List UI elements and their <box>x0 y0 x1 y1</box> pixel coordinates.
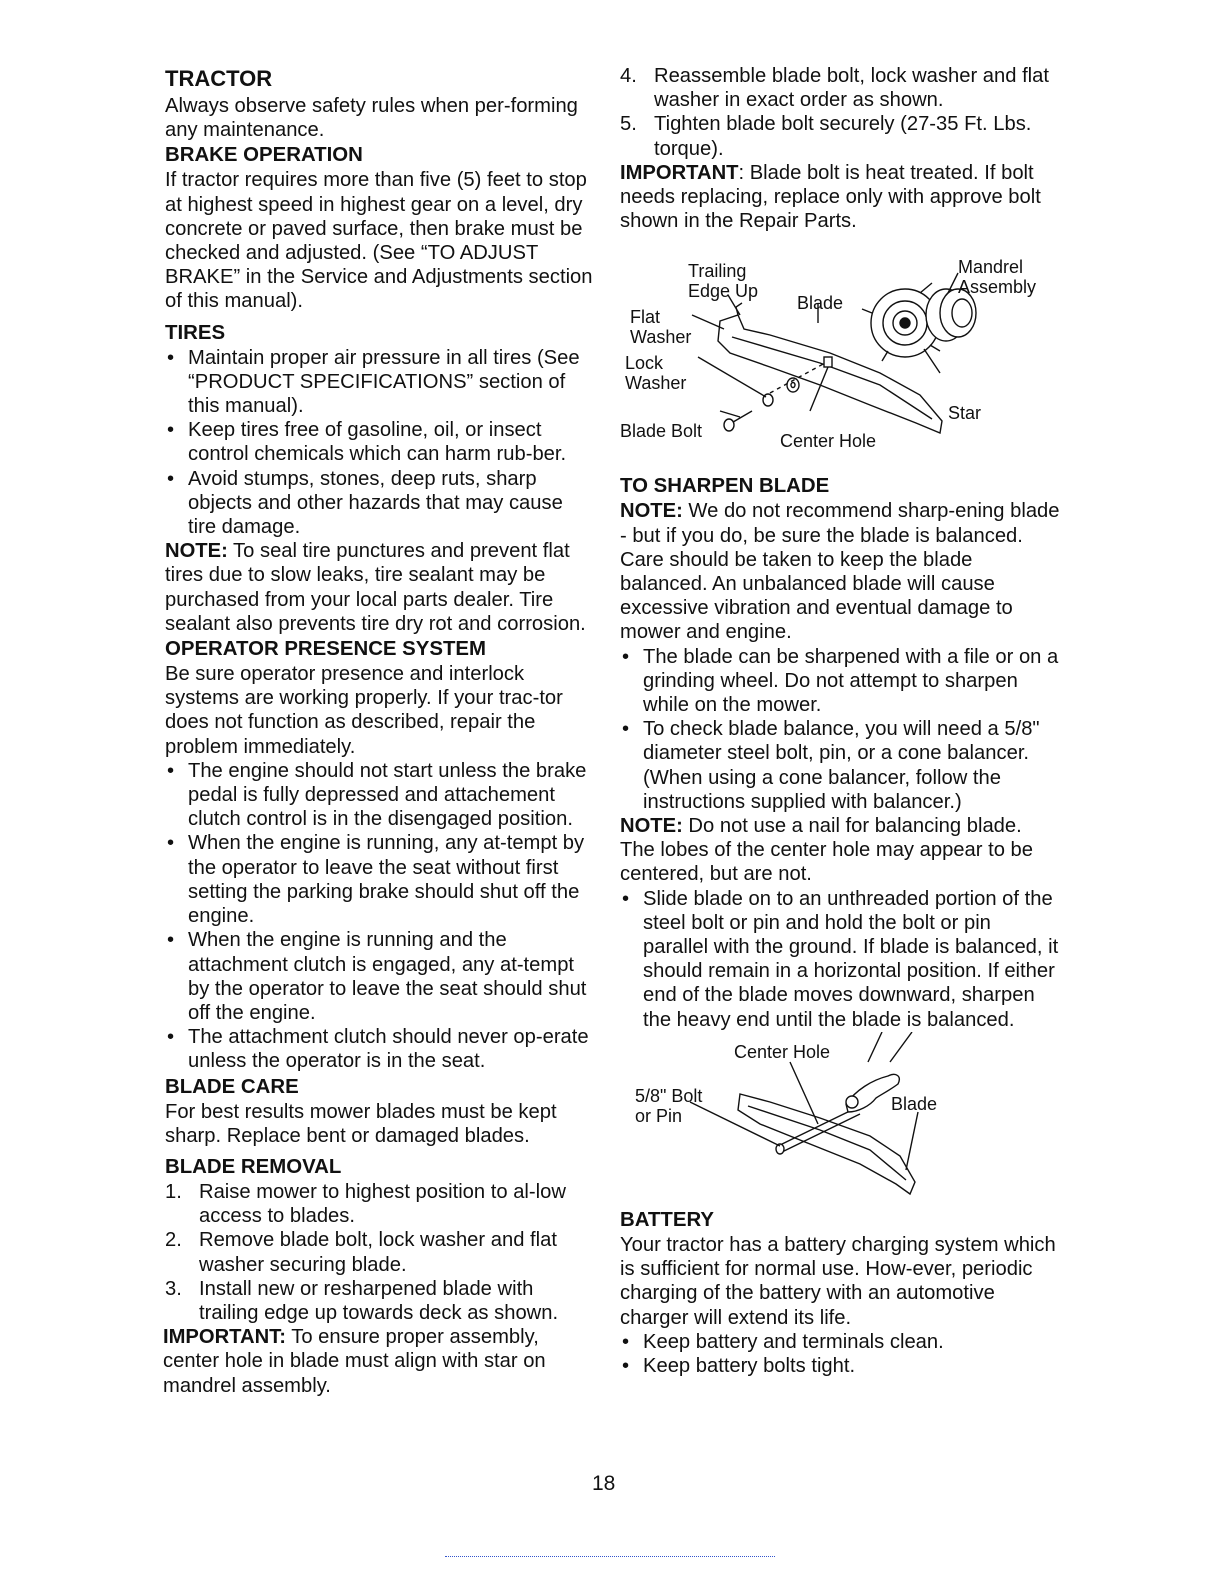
battery-heading: BATTERY <box>620 1208 715 1231</box>
blade-care-heading: BLADE CARE <box>165 1075 299 1098</box>
brake-heading: BRAKE OPERATION <box>165 144 363 167</box>
important-text: : Blade bolt is heat treated. If bolt needs replacing, replace only with approve bolt shown in the Repair Parts. <box>620 161 1041 233</box>
tractor-heading: TRACTOR <box>165 66 273 91</box>
important-note <box>620 161 1060 234</box>
list-item: • To check blade balance, you will need a 5/8" diameter steel bolt, pin, or a cone balancer. (When using a cone balancer, follow the instructions supplied with balancer.) <box>620 717 1060 814</box>
blade-removal-steps <box>165 1180 595 1325</box>
sharpen-list <box>620 645 1060 814</box>
list-item: • Slide blade on to an unthreaded portion of the steel bolt or pin and hold the bolt or pin parallel with the ground. If blade is balanced, it should remain in a horizontal position. If either end of the blade moves downward, sharpen the heavy end until the blade is balanced. <box>620 887 1060 1032</box>
list-item: 4. Reassemble blade bolt, lock washer and flat washer in exact order as shown. <box>620 65 1049 112</box>
list-item: • Keep battery and terminals clean. <box>620 1330 1060 1354</box>
note-label: NOTE: <box>620 500 683 523</box>
blade-assembly-figure <box>620 233 1060 473</box>
battery-list <box>620 1330 1060 1378</box>
list-item: • When the engine is running and the attachment clutch is engaged, any at-tempt by the operator to leave the seat should shut off the engine. <box>165 928 595 1025</box>
tractor-paragraph: Always observe safety rules when per-forming any maintenance. <box>165 95 578 142</box>
important-text: To ensure proper assembly, center hole in blade must align with star on mandrel assembly. <box>163 1326 546 1397</box>
list-item: • The engine should not start unless the brake pedal is fully depressed and attachement clutch control is in the disengaged position. <box>165 759 595 832</box>
list-item: 3. Install new or resharpened blade with trailing edge up towards deck as shown. <box>165 1277 559 1324</box>
tires-list <box>165 346 595 540</box>
list-item: 2. Remove blade bolt, lock washer and flat washer securing blade. <box>165 1229 557 1276</box>
battery-paragraph: Your tractor has a battery charging system which is sufficient for normal use. How-ever, periodic charging of the battery with an automotive charger will extend its life. <box>620 1233 1056 1329</box>
bolt-or-pin-label: 5/8" Bolt or Pin <box>635 1085 703 1126</box>
blade-removal-steps-continued <box>620 64 1060 161</box>
sharpen-paragraph: Care should be taken to keep the blade balanced. An unbalanced blade will cause excessive vibration and eventual damage to mower and engine. <box>620 548 1013 644</box>
note-text: We do not recommend sharp-ening blade - but if you do, be sure the blade is balanced. <box>620 500 1060 547</box>
note-text: To seal tire punctures and prevent flat tires due to slow leaks, tire sealant may be purchased from your local parts dealer. Tire sealant also prevents tire dry rot and corrosion. <box>165 540 586 635</box>
sharpen-note <box>620 499 1060 547</box>
blade-bolt-label: Blade Bolt <box>620 421 703 442</box>
operator-presence-paragraph: Be sure operator presence and interlock systems are working properly. If your trac-tor does not function as described, repair the problem immediately. <box>165 663 563 758</box>
bottom-divider <box>445 1556 775 1557</box>
important-note <box>163 1325 595 1398</box>
tires-heading: TIRES <box>165 321 226 344</box>
blade-label: Blade <box>891 1093 938 1114</box>
mandrel-assembly-label: Mandrel Assembly <box>958 257 1037 298</box>
list-item: • The blade can be sharpened with a file or on a grinding wheel. Do not attempt to sharpen while on the mower. <box>620 645 1060 718</box>
center-hole-label: Center Hole <box>780 431 877 452</box>
blade-balance-figure <box>620 1032 1060 1207</box>
important-label: IMPORTANT <box>620 161 739 184</box>
lock-washer-label: Lock Washer <box>625 353 687 394</box>
list-item: 1. Raise mower to highest position to al-low access to blades. <box>165 1180 566 1228</box>
list-item: • When the engine is running, any at-tempt by the operator to leave the seat without first setting the parking brake should shut off the engine. <box>165 831 595 928</box>
brake-paragraph: If tractor requires more than five (5) feet to stop at highest speed in highest gear on a level, dry concrete or paved surface, then brake must be checked and adjusted. (See “TO ADJUST BRAKE” in the Service and Adjustments section of this manual). <box>165 169 593 313</box>
list-item: 5. Tighten blade bolt securely (27-35 Ft. Lbs. torque). <box>620 113 1032 160</box>
tires-note <box>165 539 595 636</box>
list-item: • Keep tires free of gasoline, oil, or insect control chemicals which can harm rub-ber. <box>165 418 595 466</box>
list-item: • Avoid stumps, stones, deep ruts, sharp objects and other hazards that may cause tire damage. <box>165 467 595 540</box>
left-column <box>165 64 595 1398</box>
flat-washer-label: Flat Washer <box>630 307 692 348</box>
center-hole-label: Center Hole <box>734 1041 831 1062</box>
note-label: NOTE: <box>165 540 228 563</box>
page-number: 18 <box>592 1472 616 1495</box>
sharpen-blade-heading: TO SHARPEN BLADE <box>620 475 830 498</box>
star-label: Star <box>948 403 982 424</box>
operator-presence-heading: OPERATOR PRESENCE SYSTEM <box>165 638 487 661</box>
blade-label: Blade <box>797 293 844 314</box>
important-label: IMPORTANT: <box>163 1326 286 1349</box>
balance-list <box>620 887 1060 1032</box>
list-item: • Maintain proper air pressure in all tires (See “PRODUCT SPECIFICATIONS” section of this manual). <box>165 346 595 419</box>
list-item: • The attachment clutch should never op-erate unless the operator is in the seat. <box>165 1025 595 1073</box>
note-label: NOTE: <box>620 815 683 838</box>
list-item: • Keep battery bolts tight. <box>620 1354 1060 1378</box>
blade-removal-heading: BLADE REMOVAL <box>165 1155 342 1178</box>
nail-note <box>620 814 1060 887</box>
note-text: Do not use a nail for balancing blade. The lobes of the center hole may appear to be centered, but are not. <box>620 815 1033 886</box>
operator-presence-list <box>165 759 595 1074</box>
right-column <box>620 64 1060 1378</box>
blade-care-paragraph: For best results mower blades must be kept sharp. Replace bent or damaged blades. <box>165 1100 557 1147</box>
trailing-edge-label: Trailing Edge Up <box>688 261 759 302</box>
